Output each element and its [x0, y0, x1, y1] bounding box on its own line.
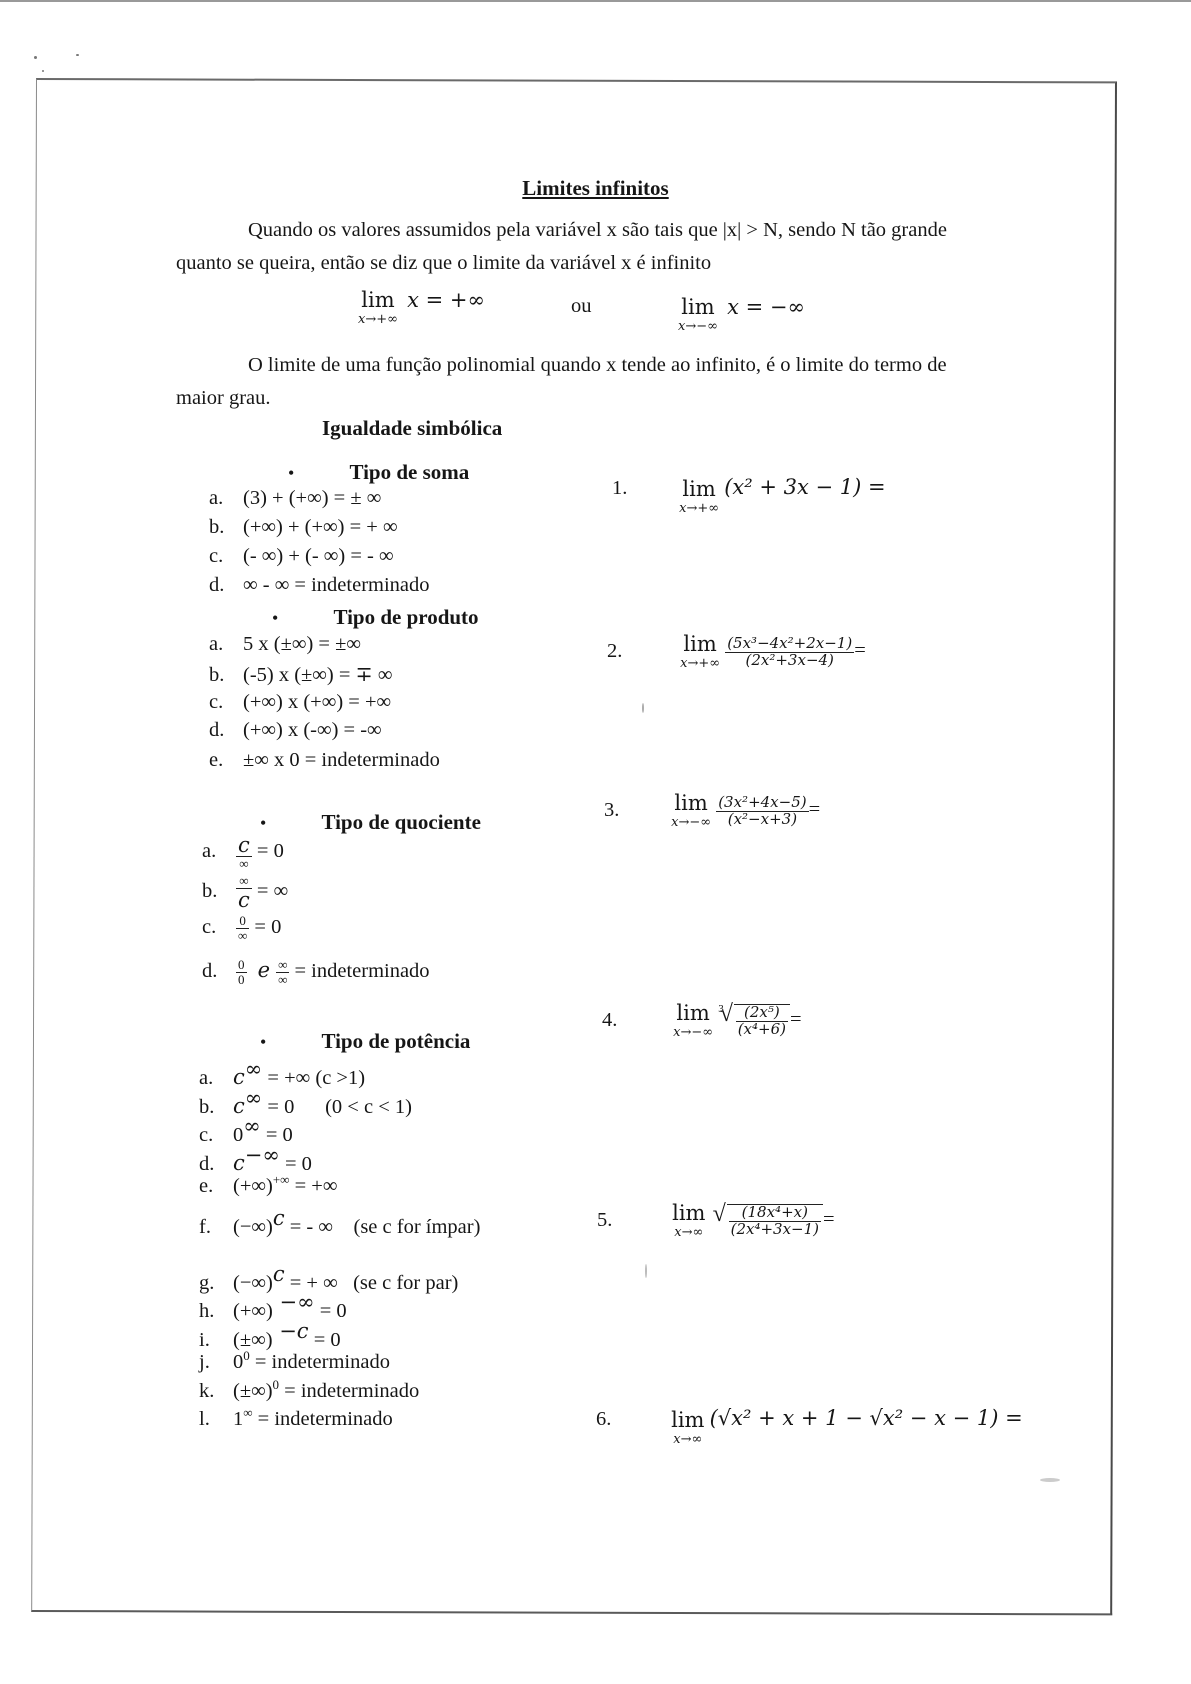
scan-speck: [642, 703, 644, 713]
lim-sub: x→−∞: [678, 319, 718, 335]
lim-word: lim: [361, 288, 395, 313]
list-item: d. $\frac{0}{0}$ e $\frac{\infty}{\infty}$ = indeterminado: [202, 957, 430, 987]
fraction: $\frac{c}{\infty}$: [238, 833, 250, 872]
polynomial-paragraph: O limite de uma função polinomial quando x tende ao infinito, é o limite do termo de maior grau.: [176, 354, 947, 409]
igualdade-heading: Igualdade simbólica: [322, 416, 503, 440]
list-item: b. (-5) x (±∞) = ∓ ∞: [209, 664, 393, 686]
square-root: [727, 1204, 823, 1238]
fraction: $\frac{0}{0}$: [238, 957, 245, 987]
fraction: $\frac{\text{(3x²+4x−5)}}{\text{(x²−x+3)}}$: [718, 792, 807, 828]
scan-speck: [76, 54, 79, 56]
list-item: b. c∞ = 0 (0 < c < 1): [199, 1086, 412, 1118]
list-item: e. (+∞)+∞ = +∞: [199, 1172, 338, 1197]
list-item: c. (+∞) x (+∞) = +∞: [209, 691, 392, 713]
lim-sub: x→+∞: [358, 312, 398, 328]
intro-paragraph: Quando os valores assumidos pela variável x são tais que |x| > N, sendo N tão grande quanto se queira, então se diz que o limite da variável x é infinito: [176, 219, 947, 274]
limit-plus-infinity: [358, 288, 485, 326]
list-item: d. (+∞) x (-∞) = -∞: [209, 719, 382, 741]
quociente-heading: [260, 810, 481, 835]
produto-heading: [272, 605, 479, 630]
list-item: c. (- ∞) + (- ∞) = - ∞: [209, 545, 394, 567]
list-item: j. $0^0$ = indeterminado: [199, 1348, 390, 1373]
cube-root: [734, 1004, 790, 1038]
list-item: c. 0∞ = 0: [199, 1114, 293, 1146]
quociente-heading-text: Tipo de quociente: [321, 810, 481, 834]
ou-text: ou: [571, 295, 592, 317]
list-item: c. $\frac{0}{\infty}$ = 0: [202, 913, 282, 943]
fraction: $\frac{0}{\infty}$: [238, 913, 248, 943]
list-item: d. ∞ - ∞ = indeterminado: [209, 574, 430, 596]
lim-word: lim: [681, 295, 715, 320]
list-item: b. $\frac{\infty}{c}$ = ∞: [202, 873, 289, 912]
list-item: d. c−∞ = 0: [199, 1143, 312, 1175]
potencia-heading: [260, 1029, 470, 1054]
exercise-4: 4. lim x→−∞ $^3$ √ $\frac{\text{(2x⁵)}}{\text{(x⁴+6)}}$ =: [602, 1003, 802, 1039]
exercise-2: 2. lim x→+∞ $\frac{\text{(5x³−4x²+2x−1)}}{\text{(2x²+3x−4)}}$ =: [607, 632, 866, 671]
list-item: l. 1∞ = indeterminado: [199, 1405, 393, 1430]
produto-heading-text: Tipo de produto: [333, 605, 479, 629]
scan-speck: [42, 70, 44, 72]
soma-heading: [288, 460, 469, 485]
lim-expression: x = +∞: [407, 288, 485, 312]
page-title: Limites infinitos: [522, 176, 669, 200]
fraction: $\frac{\infty}{c}$: [238, 873, 250, 912]
exercise-5: 5. lim x→∞ √ $\frac{\text{(18x⁴+x)}}{\text{(2x⁴+3x−1)}}$ =: [597, 1203, 835, 1239]
list-item: g. (−∞)$^c$ = + ∞ (se c for par): [199, 1262, 459, 1294]
scan-speck: [1040, 1478, 1060, 1482]
exercise-1: 1. lim x→+∞ (x² + 3x − 1) =: [612, 475, 886, 517]
fraction: $\frac{\text{(5x³−4x²+2x−1)}}{\text{(2x²+3x−4)}}$: [727, 633, 853, 669]
list-item: f. (−∞)$^c$ = - ∞ (se c for ímpar): [199, 1206, 481, 1238]
exercise-6: 6. lim x→∞ (√x² + x + 1 − √x² − x − 1) =: [596, 1406, 1023, 1448]
bullet: •: [272, 608, 279, 628]
bullet: •: [288, 463, 295, 483]
limit-minus-infinity: [678, 295, 805, 333]
scan-speck: [34, 56, 37, 59]
scan-edge: [0, 0, 1191, 2]
bullet: •: [260, 1032, 267, 1052]
lim-expression: x = −∞: [727, 295, 805, 319]
fraction: √ $\frac{\text{(2x⁵)}}{\text{(x⁴+6)}}$: [737, 1003, 786, 1038]
list-item: a. $\frac{c}{\infty}$ = 0: [202, 833, 284, 872]
list-item: h. (+∞) −∞ = 0: [199, 1290, 347, 1322]
soma-heading-text: Tipo de soma: [349, 460, 470, 484]
bullet: •: [260, 813, 267, 833]
list-item: b. (+∞) + (+∞) = + ∞: [209, 516, 398, 538]
fraction: √ $\frac{\text{(18x⁴+x)}}{\text{(2x⁴+3x−1)}}$: [730, 1203, 820, 1238]
list-item: a. 5 x (±∞) = ±∞: [209, 633, 361, 655]
list-item: a. (3) + (+∞) = ± ∞: [209, 487, 382, 509]
scan-speck: [645, 1264, 647, 1278]
exercise-3: 3. lim x→−∞ $\frac{\text{(3x²+4x−5)}}{\text{(x²−x+3)}}$ =: [604, 791, 821, 830]
fraction: $\frac{\infty}{\infty}$: [278, 957, 288, 987]
list-item: i. (±∞) $^{-c}$ = 0: [199, 1319, 341, 1351]
potencia-heading-text: Tipo de potência: [321, 1029, 471, 1053]
list-item: e. ±∞ x 0 = indeterminado: [209, 749, 440, 771]
list-item: k. (±∞)$^0$ = indeterminado: [199, 1377, 420, 1402]
list-item: a. c∞ = +∞ (c >1): [199, 1057, 366, 1089]
